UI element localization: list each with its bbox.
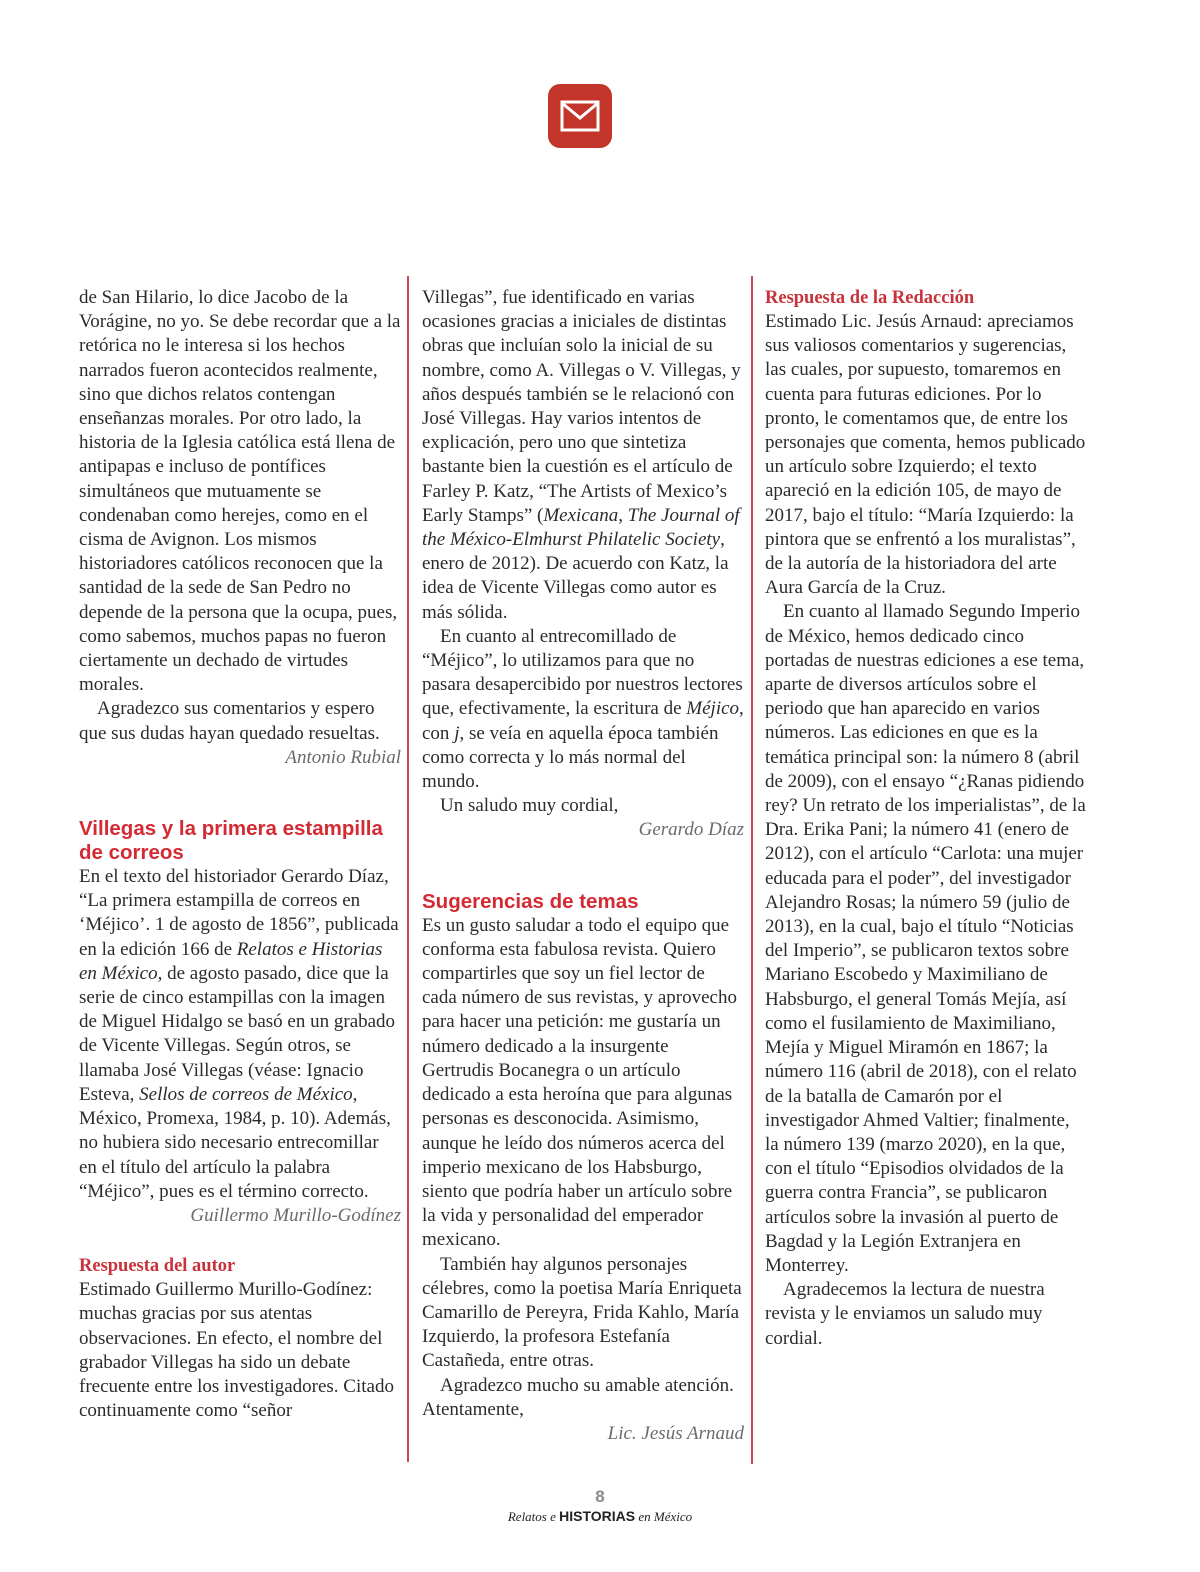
page-footer [0, 1488, 1200, 1525]
reply-title: Respuesta del autor [79, 1256, 236, 1277]
mail-icon [548, 84, 612, 148]
letter-paragraph: También hay algunos personajes célebres, como la poetisa María Enriqueta Camarillo de Pereyra, Frida Kahlo, María Izquierdo, la profesora Estefanía Castañeda, entre otras. [422, 1253, 742, 1372]
column-3 [765, 286, 1087, 1351]
signature: Gerardo Díaz [638, 819, 744, 841]
column-divider [751, 276, 753, 1464]
reply-paragraph: Estimado Guillermo Murillo-Godínez: muchas gracias por sus atentas observaciones. En efecto, el nombre del grabador Villegas ha sido un debate frecuente entre los investigadores. Citado continuamente como “señor [79, 1279, 394, 1422]
reply-title: Respuesta de la Redacción [765, 288, 975, 308]
page-number: 8 [595, 1487, 605, 1506]
reply-paragraph: En cuanto al entrecomillado de “Méjico”, lo utilizamos para que no pasara desapercibido por nuestros lectores que, efectivamente, la escritura de Méjico, con j, se veía en aquella época también como correcta y lo más normal del mundo. [422, 625, 744, 793]
reply-closing: Un saludo muy cordial, [440, 795, 619, 817]
reply-paragraph: Villegas”, fue identificado en varias ocasiones gracias a iniciales de distintas obras que incluían solo la inicial de su nombre, como A. Villegas o V. Villegas, y años después también se le relacionó con José Villegas. Hay varios intentos de explicación, pero uno que sintetiza bastante bien la cuestión es el artículo de Farley P. Katz, “The Artists of Mexico’s Early Stamps” (Mexicana, The Journal of the México-Elmhurst Philatelic Society, enero de 2012). De acuerdo con Katz, la idea de Vicente Villegas como autor es más sólida. [422, 287, 741, 623]
letter-paragraph: Agradezco mucho su amable atención. Atentamente, [422, 1374, 734, 1420]
letter-paragraph: Es un gusto saludar a todo el equipo que conforma esta fabulosa revista. Quiero compartirles que soy un fiel lector de cada número de sus revistas, y aprovecho para hacer una petición: me gustaría un número dedicado a la insurgente Gertrudis Bocanegra o un artículo dedicado a esta heroína que para algunas personas es desconocida. Asimismo, aunque he leído dos números acerca del imperio mexicano de los Habsburgo, siento que podría haber un artículo sobre la vida y personalidad del emperador mexicano. [422, 914, 737, 1251]
body-paragraph: Agradezco sus comentarios y espero que sus dudas hayan quedado resueltas. [79, 698, 380, 744]
signature: Antonio Rubial [285, 746, 401, 768]
body-paragraph: de San Hilario, lo dice Jacobo de la Vorágine, no yo. Se debe recordar que a la retórica no le interesa si los hechos narrados fueron acontecidos realmente, sino que dichos relatos contengan enseñanzas morales. Por otro lado, la historia de la Iglesia católica está llena de antipapas e incluso de pontífices simultáneos que mutuamente se condenaban como herejes, como en el cisma de Avignon. Los mismos historiadores católicos reconocen que la santidad de la sede de San Pedro no depende de la persona que la ocupa, pues, como sabemos, muchos papas no fueron ciertamente un dechado de virtudes morales. [79, 287, 401, 696]
reply-paragraph: Estimado Lic. Jesús Arnaud: apreciamos sus valiosos comentarios y sugerencias, las cuales, por supuesto, tomaremos en cuenta para futuras ediciones. Por lo pronto, le comentamos que, de entre los personajes que comenta, hemos publicado un artículo sobre Izquierdo; el texto apareció en la edición 105, de mayo de 2017, bajo el título: “María Izquierdo: la pintora que se enfrentó a los muralistas”, de la autoría de la historiadora del arte Aura García de la Cruz. [765, 311, 1086, 599]
column-2 [422, 286, 744, 1446]
magazine-name: Relatos e HISTORIAS en México [507, 1508, 693, 1524]
section-title: Villegas y la primera estampilla de correos [79, 817, 383, 865]
column-1 [79, 286, 401, 1423]
reply-paragraph: Agradecemos la lectura de nuestra revista y le enviamos un saludo muy cordial. [765, 1279, 1045, 1349]
column-divider [407, 276, 409, 1462]
signature: Lic. Jesús Arnaud [607, 1422, 744, 1444]
signature: Guillermo Murillo-Godínez [190, 1204, 401, 1226]
reply-paragraph: En cuanto al llamado Segundo Imperio de México, hemos dedicado cinco portadas de nuestras ediciones a ese tema, aparte de diversos artículos sobre el periodo que han aparecido en varios números. Las ediciones en que es la temática principal son: la número 8 (abril de 2009), con el ensayo “¿Ranas pidiendo rey? Un retrato de los imperialistas”, de la Dra. Erika Pani; la número 41 (enero de 2012), con el artículo “Carlota: una mujer educada para el poder”, del investigador Alejandro Rosas; la número 59 (julio de 2013), en la cual, bajo el título “Noticias del Imperio”, se publicaron textos sobre Mariano Escobedo y Maximiliano de Habsburgo, el general Tomás Mejía, así como el fusilamiento de Maximiliano, Mejía y Miguel Miramón en 1867; la número 116 (abril de 2018), con el relato de la batalla de Camarón por el investigador Ahmed Valtier; finalmente, la número 139 (marzo 2020), en la que, con el título “Episodios olvidados de la guerra contra Francia”, se publicaron artículos sobre la invasión al puerto de Bagdad y la Legión Extranjera en Monterrey. [765, 601, 1086, 1276]
letter-paragraph: En el texto del historiador Gerardo Díaz, “La primera estampilla de correos en ‘Méjico’. 1 de agosto de 1856”, publicada en la edición 166 de Relatos e Historias en México, de agosto pasado, dice que la serie de cinco estampillas con la imagen de Miguel Hidalgo se basó en un grabado de Vicente Villegas. Según otros, se llamaba José Villegas (véase: Ignacio Esteva, Sellos de correos de México, México, Promexa, 1984, p. 10). Además, no hubiera sido necesario entrecomillar en el título del artículo la palabra “Méjico”, pues es el término correcto. [79, 866, 399, 1202]
section-title: Sugerencias de temas [422, 889, 639, 913]
